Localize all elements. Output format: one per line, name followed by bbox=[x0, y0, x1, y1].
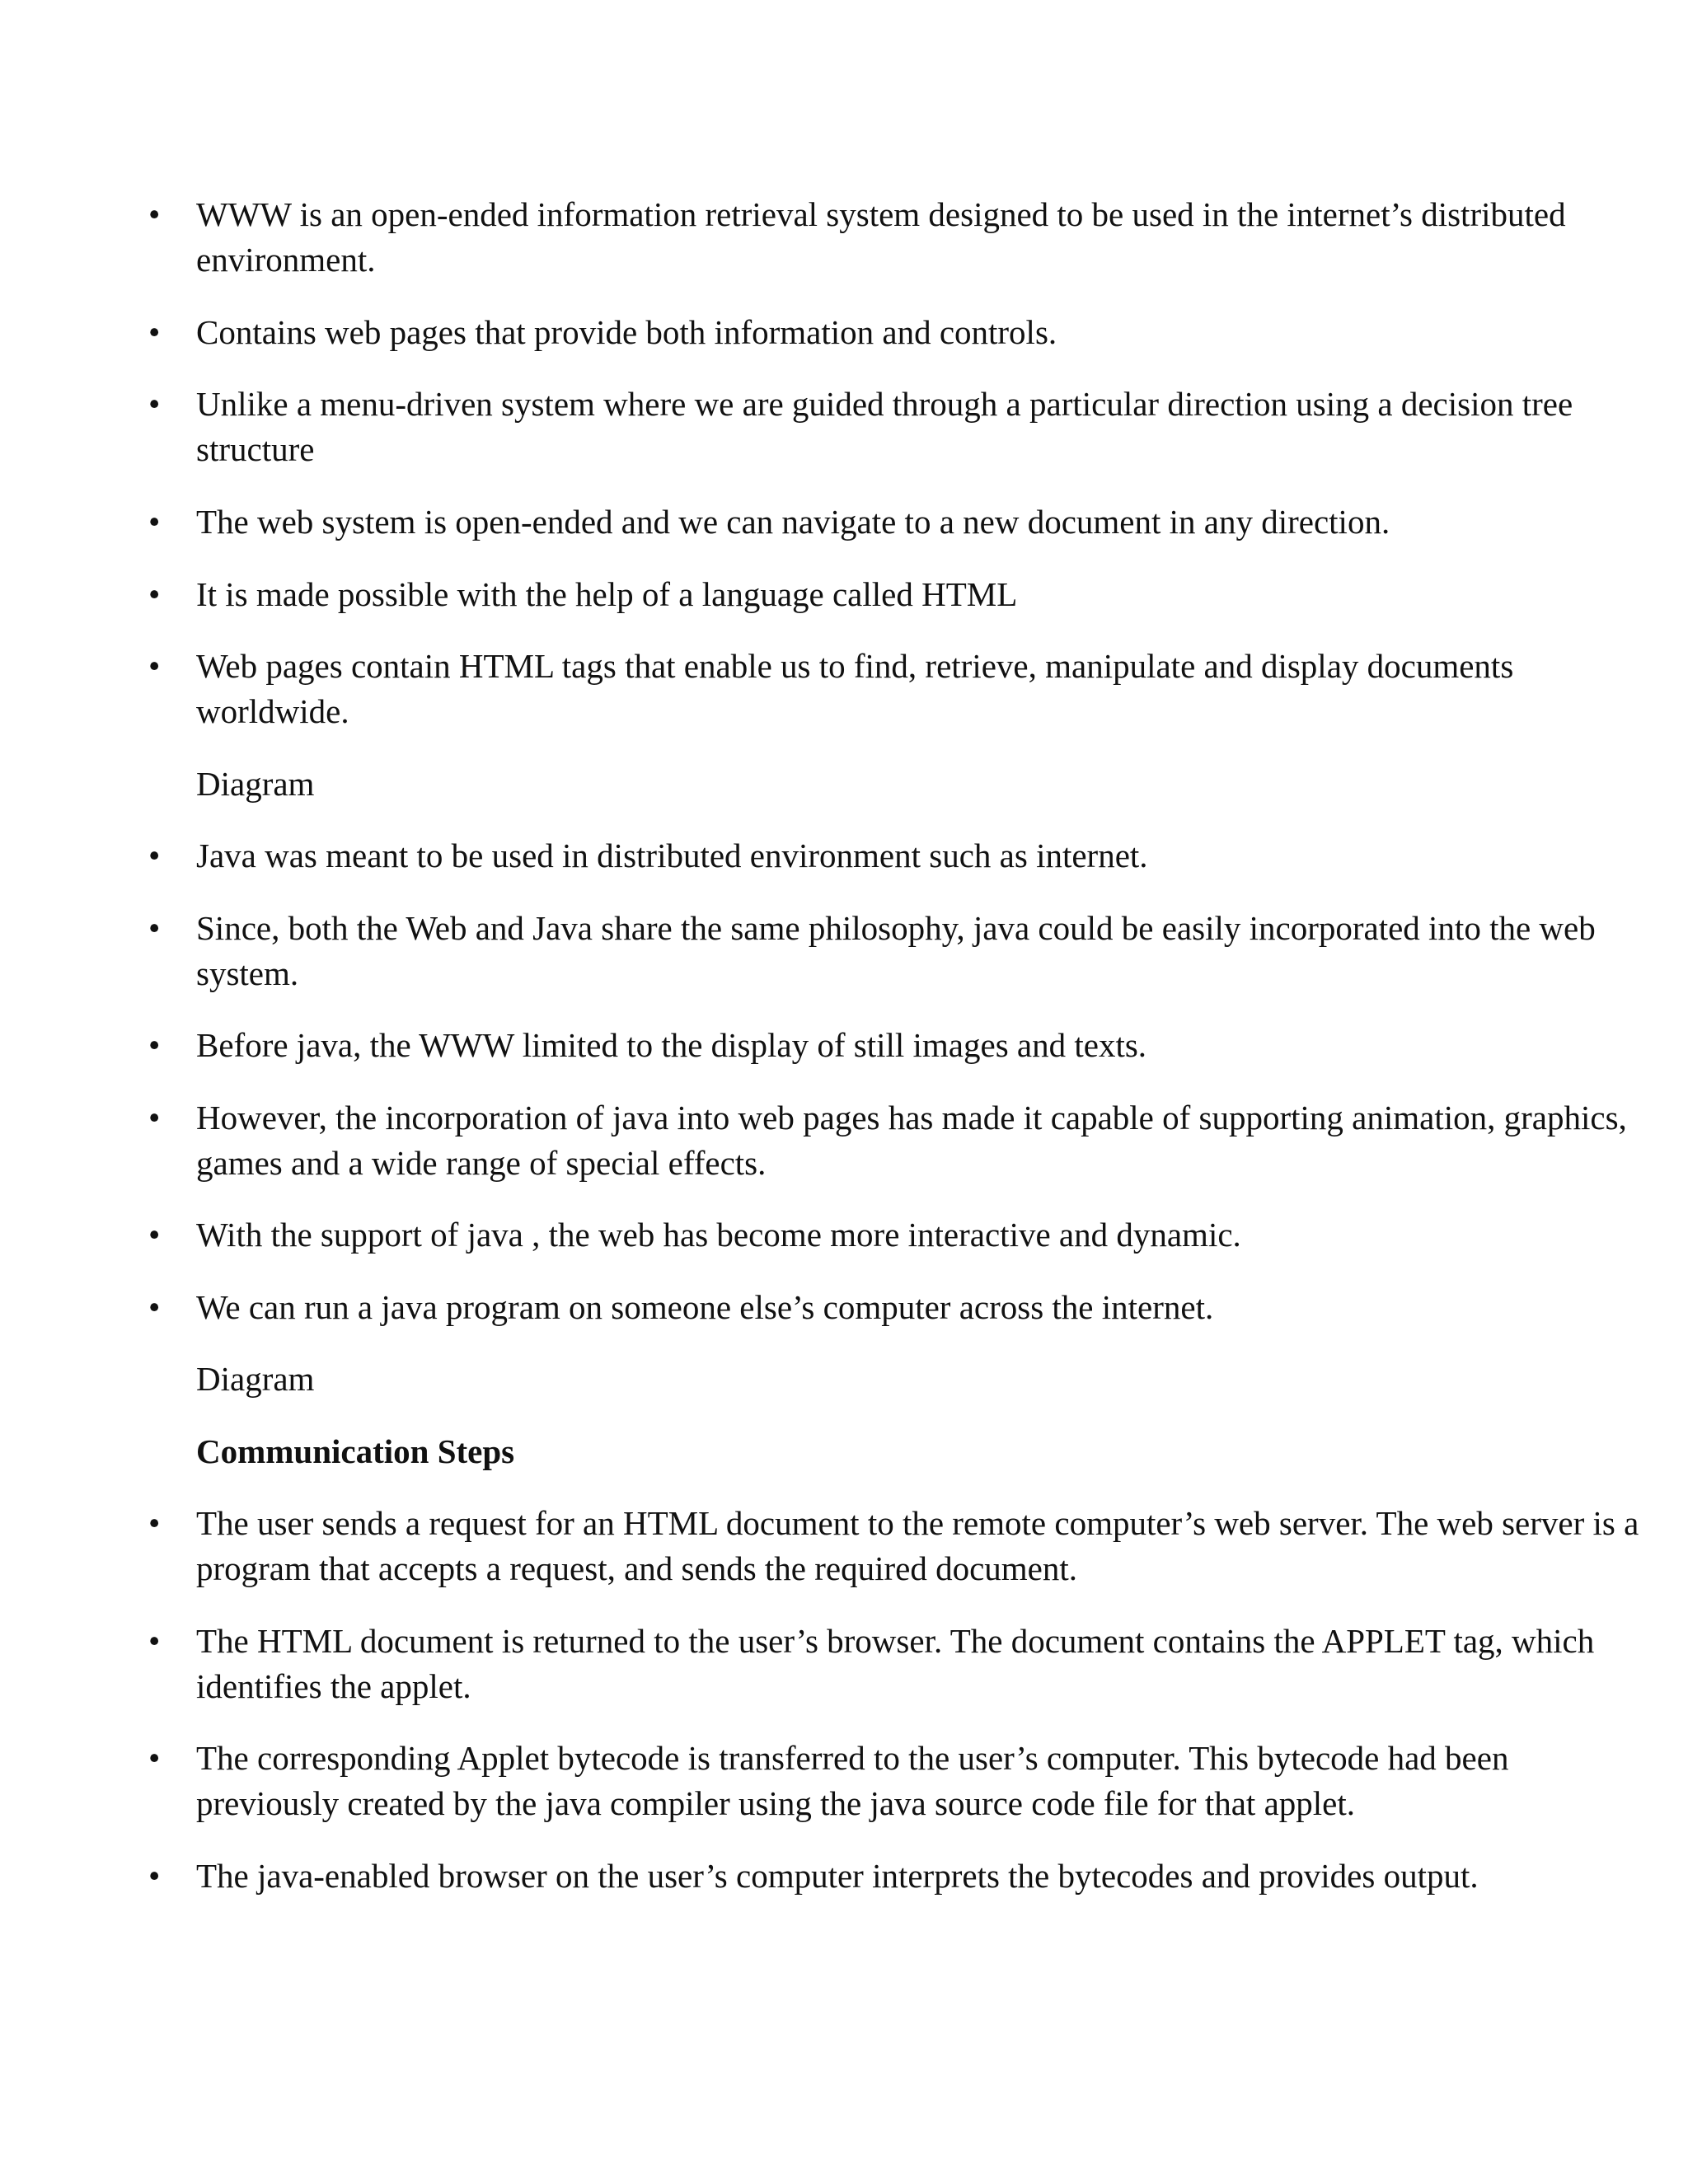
list-item-text: Before java, the WWW limited to the display of still images and texts. bbox=[196, 1026, 1147, 1064]
bullet-marker: • bbox=[148, 1216, 161, 1254]
bullet-marker: • bbox=[148, 313, 161, 351]
bullet-marker: • bbox=[148, 195, 161, 233]
list-item-text: The java-enabled browser on the user’s computer interprets the bytecodes and provides output. bbox=[196, 1857, 1479, 1895]
list-item-text: Since, both the Web and Java share the same philosophy, java could be easily incorporated into the web system. bbox=[196, 909, 1596, 992]
paragraph-text: Diagram bbox=[196, 765, 315, 803]
bullet-marker: • bbox=[148, 837, 161, 874]
list-item-text: Web pages contain HTML tags that enable us to find, retrieve, manipulate and display documents worldwide. bbox=[196, 647, 1514, 730]
list-item-text: However, the incorporation of java into web pages has made it capable of supporting animation, graphics, games and a wide range of special effects. bbox=[196, 1099, 1627, 1182]
list-item-text: The HTML document is returned to the user’s browser. The document contains the APPLET tag, which identifies the applet. bbox=[196, 1622, 1595, 1705]
list-item-text: The user sends a request for an HTML document to the remote computer’s web server. The web server is a program that accepts a request, and sends the required document. bbox=[196, 1504, 1639, 1587]
list-item-text: Java was meant to be used in distributed environment such as internet. bbox=[196, 837, 1148, 874]
list-item-text: WWW is an open-ended information retrieval system designed to be used in the internet’s distributed environment. bbox=[196, 195, 1566, 279]
list-item-text: It is made possible with the help of a language called HTML bbox=[196, 575, 1018, 613]
bullet-marker: • bbox=[148, 1026, 161, 1064]
list-item-text: Unlike a menu-driven system where we are guided through a particular direction using a decision tree structure bbox=[196, 385, 1573, 468]
bullet-marker: • bbox=[148, 1622, 161, 1660]
heading-text: Communication Steps bbox=[196, 1432, 515, 1470]
bullet-marker: • bbox=[148, 1739, 161, 1777]
bullet-marker: • bbox=[148, 647, 161, 685]
bullet-marker: • bbox=[148, 385, 161, 423]
bullet-marker: • bbox=[148, 1099, 161, 1137]
bullet-marker: • bbox=[148, 575, 161, 613]
list-item-text: With the support of java , the web has become more interactive and dynamic. bbox=[196, 1216, 1241, 1254]
bullet-marker: • bbox=[148, 1504, 161, 1542]
list-item-text: Contains web pages that provide both information and controls. bbox=[196, 313, 1057, 351]
bullet-marker: • bbox=[148, 1288, 161, 1326]
paragraph-text: Diagram bbox=[196, 1360, 315, 1398]
list-item-text: The web system is open-ended and we can navigate to a new document in any direction. bbox=[196, 503, 1390, 541]
bullet-marker: • bbox=[148, 503, 161, 541]
bullet-marker: • bbox=[148, 909, 161, 947]
list-item-text: The corresponding Applet bytecode is transferred to the user’s computer. This bytecode had been previously created by the java compiler using the java source code file for that applet. bbox=[196, 1739, 1509, 1822]
bullet-marker: • bbox=[148, 1857, 161, 1895]
list-item-text: We can run a java program on someone else’s computer across the internet. bbox=[196, 1288, 1214, 1326]
